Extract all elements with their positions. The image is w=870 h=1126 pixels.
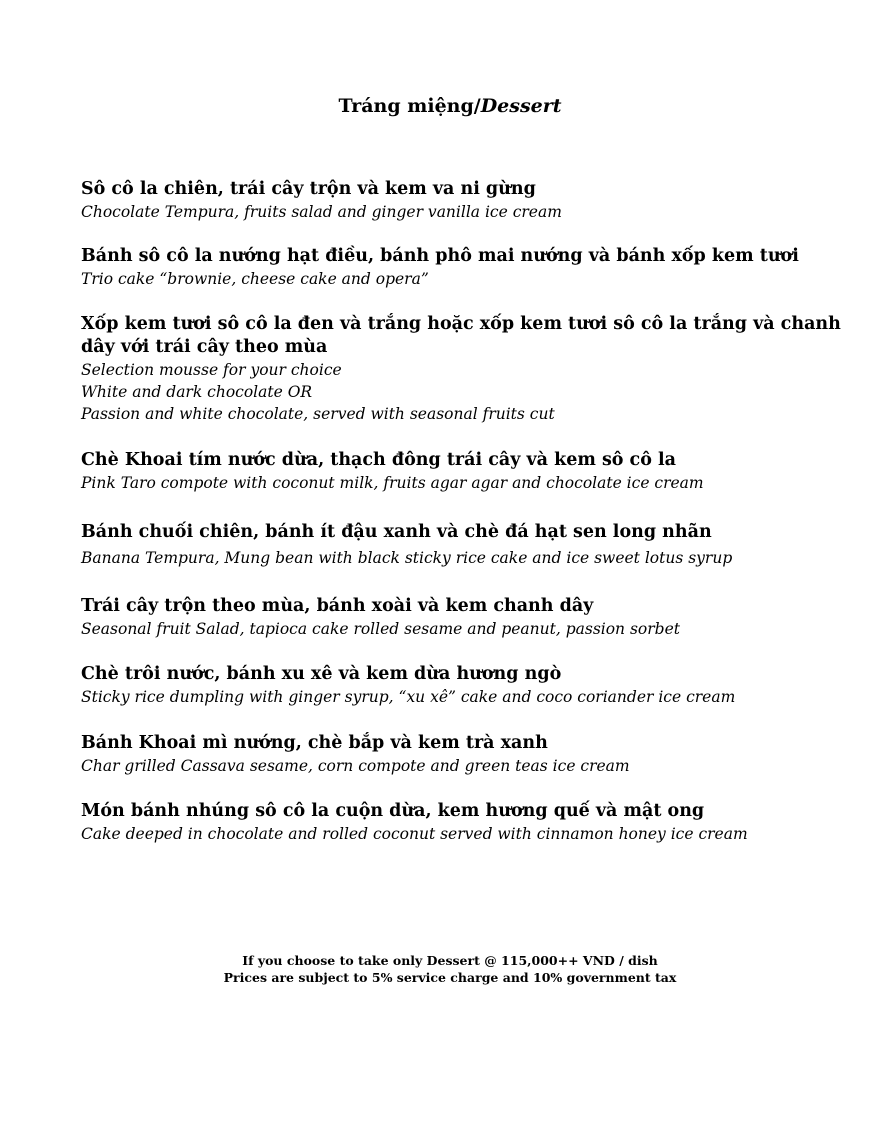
dish-name-vietnamese: Món bánh nhúng sô cô la cuộn dừa, kem hương quế và mật ong — [81, 801, 705, 821]
dish-name-vietnamese: Chè Khoai tím nước dừa, thạch đông trái cây và kem sô cô la — [81, 450, 676, 470]
price-note-line: Prices are subject to 5% service charge and 10% government tax — [223, 970, 677, 985]
dish-description-english: Cake deeped in chocolate and rolled coconut served with cinnamon honey ice cream — [81, 825, 748, 843]
title-vietnamese: Tráng miệng/ — [338, 95, 481, 117]
dish-description-english: Chocolate Tempura, fruits salad and ginger vanilla ice cream — [81, 203, 562, 221]
menu-item — [81, 449, 841, 494]
dish-description-english: Sticky rice dumpling with ginger syrup, “xu xê” cake and coco coriander ice cream — [81, 688, 736, 706]
price-note — [0, 952, 870, 986]
menu-item — [81, 800, 841, 845]
dish-name-vietnamese: Bánh sô cô la nướng hạt điều, bánh phô mai nướng và bánh xốp kem tươi — [81, 246, 799, 266]
dish-name-vietnamese: Chè trôi nước, bánh xu xê và kem dừa hương ngò — [81, 664, 562, 684]
menu-item — [81, 245, 841, 290]
menu-item — [81, 732, 841, 777]
menu-item — [81, 313, 841, 425]
dish-description-english: Selection mousse for your choice — [81, 361, 342, 379]
dish-name-vietnamese: Bánh Khoai mì nướng, chè bắp và kem trà xanh — [81, 733, 548, 753]
menu-item — [81, 178, 841, 223]
dish-description-english: Pink Taro compote with coconut milk, fruits agar agar and chocolate ice cream — [81, 474, 704, 492]
dish-description-english: Seasonal fruit Salad, tapioca cake rolled sesame and peanut, passion sorbet — [81, 620, 680, 638]
dish-name-vietnamese: Xốp kem tươi sô cô la đen và trắng hoặc xốp kem tươi sô cô la trắng và chanh dây với trái cây theo mùa — [81, 314, 841, 357]
menu-item — [81, 595, 841, 640]
menu-item — [81, 663, 841, 708]
dish-description-english: White and dark chocolate OR — [81, 383, 313, 401]
dish-name-vietnamese: Sô cô la chiên, trái cây trộn và kem va ni gừng — [81, 179, 536, 199]
page-title — [0, 95, 870, 117]
dish-description-english: Trio cake “brownie, cheese cake and opera” — [81, 270, 429, 288]
dish-description-english: Char grilled Cassava sesame, corn compote and green teas ice cream — [81, 757, 630, 775]
dish-name-vietnamese: Bánh chuối chiên, bánh ít đậu xanh và chè đá hạt sen long nhãn — [81, 522, 712, 542]
menu-item — [81, 521, 841, 569]
title-english: Dessert — [480, 95, 562, 117]
price-note-line: If you choose to take only Dessert @ 115,000++ VND / dish — [242, 953, 658, 968]
dish-description-english: Banana Tempura, Mung bean with black sticky rice cake and ice sweet lotus syrup — [81, 549, 733, 567]
dish-description-english: Passion and white chocolate, served with seasonal fruits cut — [81, 405, 555, 423]
dish-name-vietnamese: Trái cây trộn theo mùa, bánh xoài và kem chanh dây — [81, 596, 594, 616]
